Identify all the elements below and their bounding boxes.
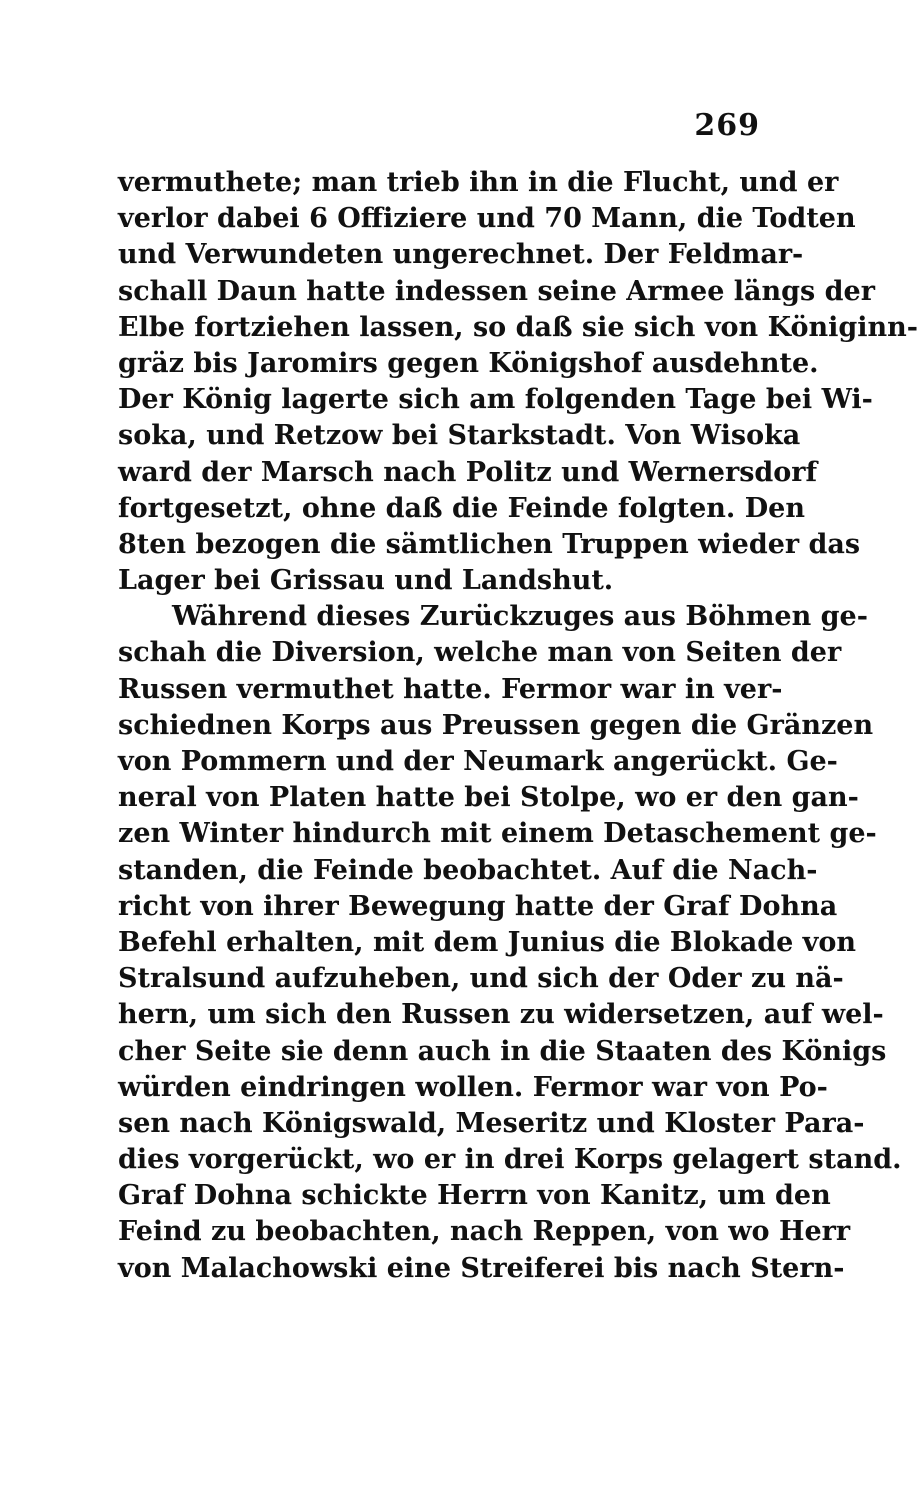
text-line: verlor dabei 6 Offiziere und 70 Mann, die Todten (118, 203, 856, 235)
text-line: Während dieses Zurückzuges aus Böhmen ge- (172, 601, 868, 633)
text-line: neral von Platen hatte bei Stolpe, wo er den gan- (118, 782, 859, 814)
text-line: würden eindringen wollen. Fermor war von Po- (118, 1071, 828, 1103)
text-line: Feind zu beobachten, nach Reppen, von wo Herr (118, 1216, 851, 1248)
text-line: ward der Marsch nach Politz und Wernersdorf (118, 456, 818, 488)
text-line: fortgesetzt, ohne daß die Feinde folgten. Den (118, 492, 805, 524)
text-line: und Verwundeten ungerechnet. Der Feldmar- (118, 239, 804, 271)
text-line: von Malachowski eine Streiferei bis nach Stern- (118, 1252, 845, 1284)
text-line: Elbe fortziehen lassen, so daß sie sich von Königinn- (118, 311, 918, 343)
text-line: schall Daun hatte indessen seine Armee längs der (118, 275, 875, 307)
text-line: von Pommern und der Neumark angerückt. Ge- (118, 746, 838, 777)
text-line: sen nach Königswald, Meseritz und Kloster Para- (118, 1107, 865, 1139)
text-line: Lager bei Grissau und Landshut. (118, 565, 614, 597)
text-line: standen, die Feinde beobachtet. Auf die Nach- (118, 854, 818, 886)
text-line: schah die Diversion, welche man von Seiten der (118, 637, 842, 669)
text-line: cher Seite sie denn auch in die Staaten des Königs (118, 1035, 887, 1067)
page-number: 269 (694, 108, 760, 143)
text-line: vermuthete; man trieb ihn in die Flucht, und er (118, 167, 839, 198)
text-line: Stralsund aufzuheben, und sich der Oder zu nä- (118, 963, 844, 995)
body-text (118, 165, 918, 1287)
text-line: Der König lagerte sich am folgenden Tage bei Wi- (118, 384, 873, 416)
text-line: schiednen Korps aus Preussen gegen die Gränzen (118, 709, 874, 741)
text-line: Befehl erhalten, mit dem Junius die Blokade von (118, 926, 856, 958)
text-line: richt von ihrer Bewegung hatte der Graf Dohna (118, 890, 838, 922)
text-line: hern, um sich den Russen zu widersetzen, auf wel- (118, 999, 884, 1031)
text-line: 8ten bezogen die sämtlichen Truppen wieder das (118, 528, 861, 560)
text-line: soka, und Retzow bei Starkstadt. Von Wisoka (118, 420, 801, 452)
text-line: Graf Dohna schickte Herrn von Kanitz, um den (118, 1180, 831, 1212)
text-line: dies vorgerückt, wo er in drei Korps gelagert stand. (118, 1144, 902, 1176)
text-line: gräz bis Jaromirs gegen Königshof ausdehnte. (118, 347, 819, 379)
text-line: Russen vermuthet hatte. Fermor war in ver- (118, 673, 783, 705)
text-line: zen Winter hindurch mit einem Detaschement ge- (118, 818, 877, 850)
